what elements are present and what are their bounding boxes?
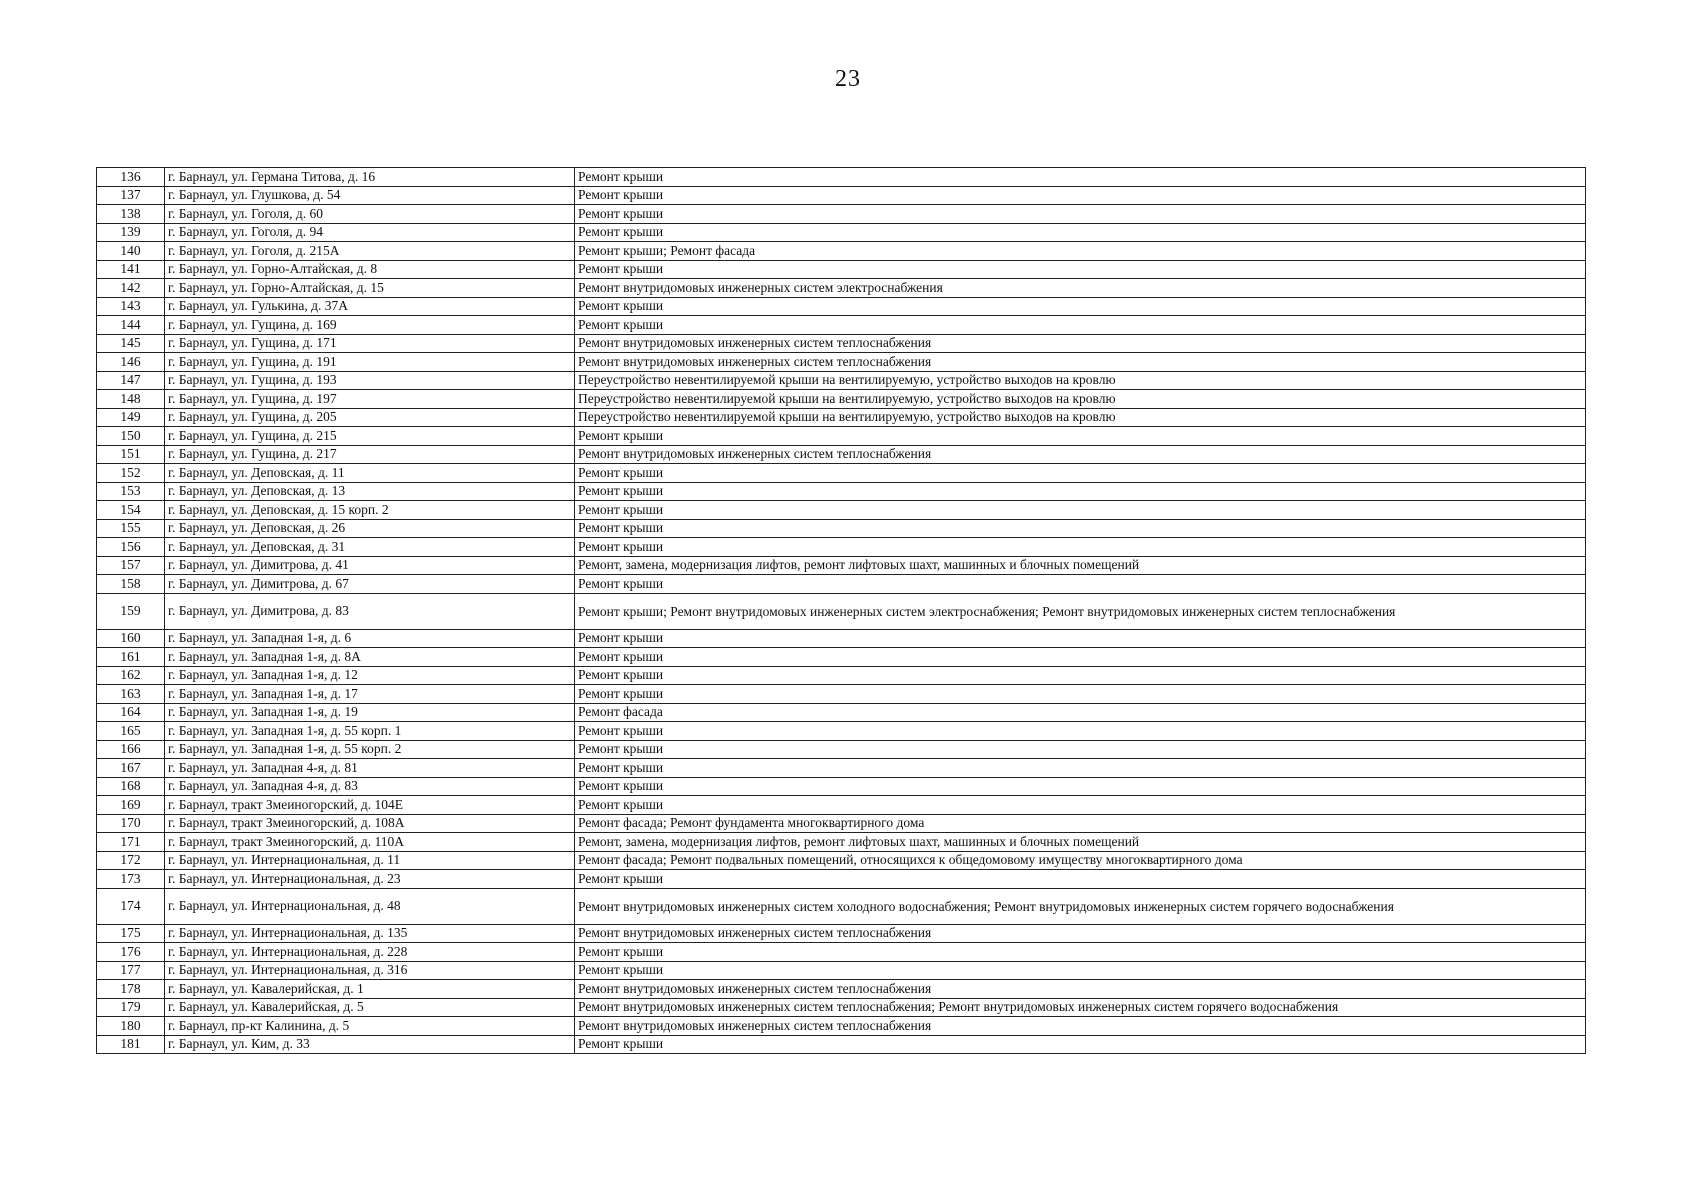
table-row [97, 205, 1586, 224]
work-type-cell: Ремонт, замена, модернизация лифтов, ремонт лифтовых шахт, машинных и блочных помещений [575, 556, 1586, 575]
work-type-cell: Ремонт крыши [575, 777, 1586, 796]
row-number-cell: 138 [97, 205, 165, 224]
table-row [97, 223, 1586, 242]
address-cell: г. Барнаул, ул. Деповская, д. 15 корп. 2 [165, 501, 575, 520]
work-type-cell: Ремонт крыши [575, 759, 1586, 778]
address-cell: г. Барнаул, ул. Западная 1-я, д. 55 корп. 2 [165, 740, 575, 759]
table-row [97, 427, 1586, 446]
row-number-cell: 178 [97, 980, 165, 999]
work-type-cell: Ремонт внутридомовых инженерных систем теплоснабжения [575, 353, 1586, 372]
table-row [97, 260, 1586, 279]
address-cell: г. Барнаул, ул. Интернациональная, д. 11 [165, 851, 575, 870]
work-type-cell: Ремонт внутридомовых инженерных систем теплоснабжения [575, 1017, 1586, 1036]
work-type-cell: Ремонт крыши [575, 538, 1586, 557]
address-cell: г. Барнаул, ул. Германа Титова, д. 16 [165, 168, 575, 187]
table-row [97, 575, 1586, 594]
work-type-cell: Ремонт, замена, модернизация лифтов, ремонт лифтовых шахт, машинных и блочных помещений [575, 833, 1586, 852]
table-row [97, 445, 1586, 464]
table-row [97, 556, 1586, 575]
table-row [97, 297, 1586, 316]
address-cell: г. Барнаул, ул. Гулькина, д. 37А [165, 297, 575, 316]
work-type-cell: Ремонт крыши [575, 205, 1586, 224]
row-number-cell: 166 [97, 740, 165, 759]
work-type-cell: Ремонт фасада [575, 703, 1586, 722]
row-number-cell: 143 [97, 297, 165, 316]
work-type-cell: Ремонт крыши [575, 186, 1586, 205]
address-cell: г. Барнаул, ул. Горно-Алтайская, д. 8 [165, 260, 575, 279]
row-number-cell: 160 [97, 629, 165, 648]
address-cell: г. Барнаул, ул. Кавалерийская, д. 5 [165, 998, 575, 1017]
row-number-cell: 181 [97, 1035, 165, 1054]
row-number-cell: 149 [97, 408, 165, 427]
address-cell: г. Барнаул, ул. Димитрова, д. 41 [165, 556, 575, 575]
row-number-cell: 177 [97, 961, 165, 980]
work-type-cell: Ремонт внутридомовых инженерных систем теплоснабжения [575, 445, 1586, 464]
row-number-cell: 163 [97, 685, 165, 704]
address-cell: г. Барнаул, ул. Интернациональная, д. 228 [165, 943, 575, 962]
work-type-cell: Ремонт крыши [575, 223, 1586, 242]
row-number-cell: 140 [97, 242, 165, 261]
row-number-cell: 136 [97, 168, 165, 187]
work-type-cell: Ремонт внутридомовых инженерных систем теплоснабжения [575, 334, 1586, 353]
row-number-cell: 171 [97, 833, 165, 852]
table-row [97, 316, 1586, 335]
work-type-cell: Ремонт крыши [575, 1035, 1586, 1054]
work-type-cell: Ремонт крыши [575, 297, 1586, 316]
row-number-cell: 176 [97, 943, 165, 962]
table-row [97, 482, 1586, 501]
table-row [97, 279, 1586, 298]
row-number-cell: 165 [97, 722, 165, 741]
work-type-cell: Переустройство невентилируемой крыши на вентилируемую, устройство выходов на кровлю [575, 390, 1586, 409]
row-number-cell: 154 [97, 501, 165, 520]
table-row [97, 390, 1586, 409]
table-row [97, 888, 1586, 924]
table-row [97, 777, 1586, 796]
address-cell: г. Барнаул, ул. Глушкова, д. 54 [165, 186, 575, 205]
row-number-cell: 172 [97, 851, 165, 870]
work-type-cell: Ремонт крыши; Ремонт фасада [575, 242, 1586, 261]
address-cell: г. Барнаул, тракт Змеиногорский, д. 110А [165, 833, 575, 852]
table-row [97, 759, 1586, 778]
address-cell: г. Барнаул, ул. Деповская, д. 26 [165, 519, 575, 538]
work-type-cell: Ремонт внутридомовых инженерных систем теплоснабжения [575, 924, 1586, 943]
row-number-cell: 173 [97, 870, 165, 889]
row-number-cell: 156 [97, 538, 165, 557]
table-row [97, 519, 1586, 538]
table-row [97, 353, 1586, 372]
row-number-cell: 137 [97, 186, 165, 205]
work-type-cell: Ремонт крыши [575, 260, 1586, 279]
work-type-cell: Переустройство невентилируемой крыши на вентилируемую, устройство выходов на кровлю [575, 371, 1586, 390]
address-cell: г. Барнаул, ул. Гущина, д. 205 [165, 408, 575, 427]
address-cell: г. Барнаул, ул. Западная 4-я, д. 81 [165, 759, 575, 778]
address-cell: г. Барнаул, ул. Деповская, д. 31 [165, 538, 575, 557]
work-type-cell: Ремонт внутридомовых инженерных систем электроснабжения [575, 279, 1586, 298]
address-cell: г. Барнаул, ул. Западная 1-я, д. 12 [165, 666, 575, 685]
table-row [97, 980, 1586, 999]
address-cell: г. Барнаул, ул. Гущина, д. 169 [165, 316, 575, 335]
address-cell: г. Барнаул, ул. Горно-Алтайская, д. 15 [165, 279, 575, 298]
row-number-cell: 170 [97, 814, 165, 833]
row-number-cell: 168 [97, 777, 165, 796]
address-cell: г. Барнаул, ул. Гущина, д. 197 [165, 390, 575, 409]
table-row [97, 186, 1586, 205]
row-number-cell: 167 [97, 759, 165, 778]
address-cell: г. Барнаул, ул. Западная 4-я, д. 83 [165, 777, 575, 796]
row-number-cell: 174 [97, 888, 165, 924]
work-type-cell: Ремонт крыши [575, 629, 1586, 648]
row-number-cell: 161 [97, 648, 165, 667]
table-row [97, 629, 1586, 648]
address-cell: г. Барнаул, ул. Западная 1-я, д. 6 [165, 629, 575, 648]
work-type-cell: Ремонт крыши [575, 870, 1586, 889]
address-cell: г. Барнаул, ул. Западная 1-я, д. 17 [165, 685, 575, 704]
row-number-cell: 148 [97, 390, 165, 409]
table-row [97, 722, 1586, 741]
address-cell: г. Барнаул, ул. Деповская, д. 11 [165, 464, 575, 483]
row-number-cell: 151 [97, 445, 165, 464]
table-row [97, 1035, 1586, 1054]
address-cell: г. Барнаул, ул. Гущина, д. 215 [165, 427, 575, 446]
row-number-cell: 139 [97, 223, 165, 242]
work-type-cell: Переустройство невентилируемой крыши на вентилируемую, устройство выходов на кровлю [575, 408, 1586, 427]
table-row [97, 998, 1586, 1017]
row-number-cell: 155 [97, 519, 165, 538]
table-row [97, 703, 1586, 722]
work-type-cell: Ремонт крыши [575, 961, 1586, 980]
work-type-cell: Ремонт фасада; Ремонт фундамента многоквартирного дома [575, 814, 1586, 833]
row-number-cell: 180 [97, 1017, 165, 1036]
page-number: 23 [835, 66, 861, 92]
work-type-cell: Ремонт крыши; Ремонт внутридомовых инженерных систем электроснабжения; Ремонт внутридомовых инженерных систем теплоснабжения [575, 593, 1586, 629]
table-row [97, 961, 1586, 980]
work-type-cell: Ремонт крыши [575, 575, 1586, 594]
work-type-cell: Ремонт крыши [575, 796, 1586, 815]
table-row [97, 168, 1586, 187]
address-cell: г. Барнаул, ул. Димитрова, д. 83 [165, 593, 575, 629]
address-cell: г. Барнаул, тракт Змеиногорский, д. 104Е [165, 796, 575, 815]
address-cell: г. Барнаул, ул. Гоголя, д. 94 [165, 223, 575, 242]
row-number-cell: 145 [97, 334, 165, 353]
table-row [97, 242, 1586, 261]
table-row [97, 464, 1586, 483]
address-cell: г. Барнаул, ул. Западная 1-я, д. 55 корп. 1 [165, 722, 575, 741]
row-number-cell: 150 [97, 427, 165, 446]
work-type-cell: Ремонт крыши [575, 519, 1586, 538]
address-cell: г. Барнаул, ул. Димитрова, д. 67 [165, 575, 575, 594]
row-number-cell: 169 [97, 796, 165, 815]
row-number-cell: 175 [97, 924, 165, 943]
row-number-cell: 164 [97, 703, 165, 722]
address-cell: г. Барнаул, ул. Гущина, д. 217 [165, 445, 575, 464]
table-row [97, 833, 1586, 852]
address-cell: г. Барнаул, ул. Гущина, д. 171 [165, 334, 575, 353]
work-type-cell: Ремонт крыши [575, 464, 1586, 483]
work-type-cell: Ремонт внутридомовых инженерных систем холодного водоснабжения; Ремонт внутридомовых инженерных систем горячего водоснабжения [575, 888, 1586, 924]
row-number-cell: 157 [97, 556, 165, 575]
work-type-cell: Ремонт крыши [575, 666, 1586, 685]
row-number-cell: 179 [97, 998, 165, 1017]
work-type-cell: Ремонт крыши [575, 648, 1586, 667]
address-cell: г. Барнаул, ул. Гущина, д. 193 [165, 371, 575, 390]
table-row [97, 796, 1586, 815]
work-type-cell: Ремонт крыши [575, 685, 1586, 704]
address-cell: г. Барнаул, ул. Интернациональная, д. 316 [165, 961, 575, 980]
work-type-cell: Ремонт внутридомовых инженерных систем теплоснабжения [575, 980, 1586, 999]
table-row [97, 334, 1586, 353]
work-type-cell: Ремонт крыши [575, 316, 1586, 335]
table-row [97, 943, 1586, 962]
work-type-cell: Ремонт внутридомовых инженерных систем теплоснабжения; Ремонт внутридомовых инженерных систем горячего водоснабжения [575, 998, 1586, 1017]
address-cell: г. Барнаул, ул. Деповская, д. 13 [165, 482, 575, 501]
row-number-cell: 147 [97, 371, 165, 390]
address-cell: г. Барнаул, ул. Кавалерийская, д. 1 [165, 980, 575, 999]
table-row [97, 740, 1586, 759]
work-type-cell: Ремонт крыши [575, 722, 1586, 741]
address-cell: г. Барнаул, пр-кт Калинина, д. 5 [165, 1017, 575, 1036]
work-type-cell: Ремонт крыши [575, 943, 1586, 962]
address-cell: г. Барнаул, ул. Гоголя, д. 60 [165, 205, 575, 224]
address-cell: г. Барнаул, тракт Змеиногорский, д. 108А [165, 814, 575, 833]
address-cell: г. Барнаул, ул. Интернациональная, д. 135 [165, 924, 575, 943]
address-cell: г. Барнаул, ул. Гущина, д. 191 [165, 353, 575, 372]
address-cell: г. Барнаул, ул. Западная 1-я, д. 8А [165, 648, 575, 667]
work-type-cell: Ремонт крыши [575, 501, 1586, 520]
address-cell: г. Барнаул, ул. Интернациональная, д. 23 [165, 870, 575, 889]
row-number-cell: 153 [97, 482, 165, 501]
work-type-cell: Ремонт крыши [575, 168, 1586, 187]
row-number-cell: 159 [97, 593, 165, 629]
address-cell: г. Барнаул, ул. Ким, д. 33 [165, 1035, 575, 1054]
address-cell: г. Барнаул, ул. Западная 1-я, д. 19 [165, 703, 575, 722]
table-row [97, 648, 1586, 667]
table-row [97, 814, 1586, 833]
works-table [96, 167, 1586, 1054]
work-type-cell: Ремонт крыши [575, 740, 1586, 759]
works-table-body [97, 168, 1586, 1054]
table-row [97, 371, 1586, 390]
table-row [97, 924, 1586, 943]
row-number-cell: 158 [97, 575, 165, 594]
table-row [97, 851, 1586, 870]
work-type-cell: Ремонт крыши [575, 427, 1586, 446]
row-number-cell: 141 [97, 260, 165, 279]
row-number-cell: 162 [97, 666, 165, 685]
table-row [97, 685, 1586, 704]
table-row [97, 538, 1586, 557]
work-type-cell: Ремонт фасада; Ремонт подвальных помещений, относящихся к общедомовому имуществу многоквартирного дома [575, 851, 1586, 870]
address-cell: г. Барнаул, ул. Гоголя, д. 215А [165, 242, 575, 261]
row-number-cell: 142 [97, 279, 165, 298]
row-number-cell: 146 [97, 353, 165, 372]
work-type-cell: Ремонт крыши [575, 482, 1586, 501]
table-row [97, 501, 1586, 520]
row-number-cell: 152 [97, 464, 165, 483]
row-number-cell: 144 [97, 316, 165, 335]
table-row [97, 1017, 1586, 1036]
table-row [97, 593, 1586, 629]
table-row [97, 870, 1586, 889]
address-cell: г. Барнаул, ул. Интернациональная, д. 48 [165, 888, 575, 924]
table-row [97, 666, 1586, 685]
table-row [97, 408, 1586, 427]
